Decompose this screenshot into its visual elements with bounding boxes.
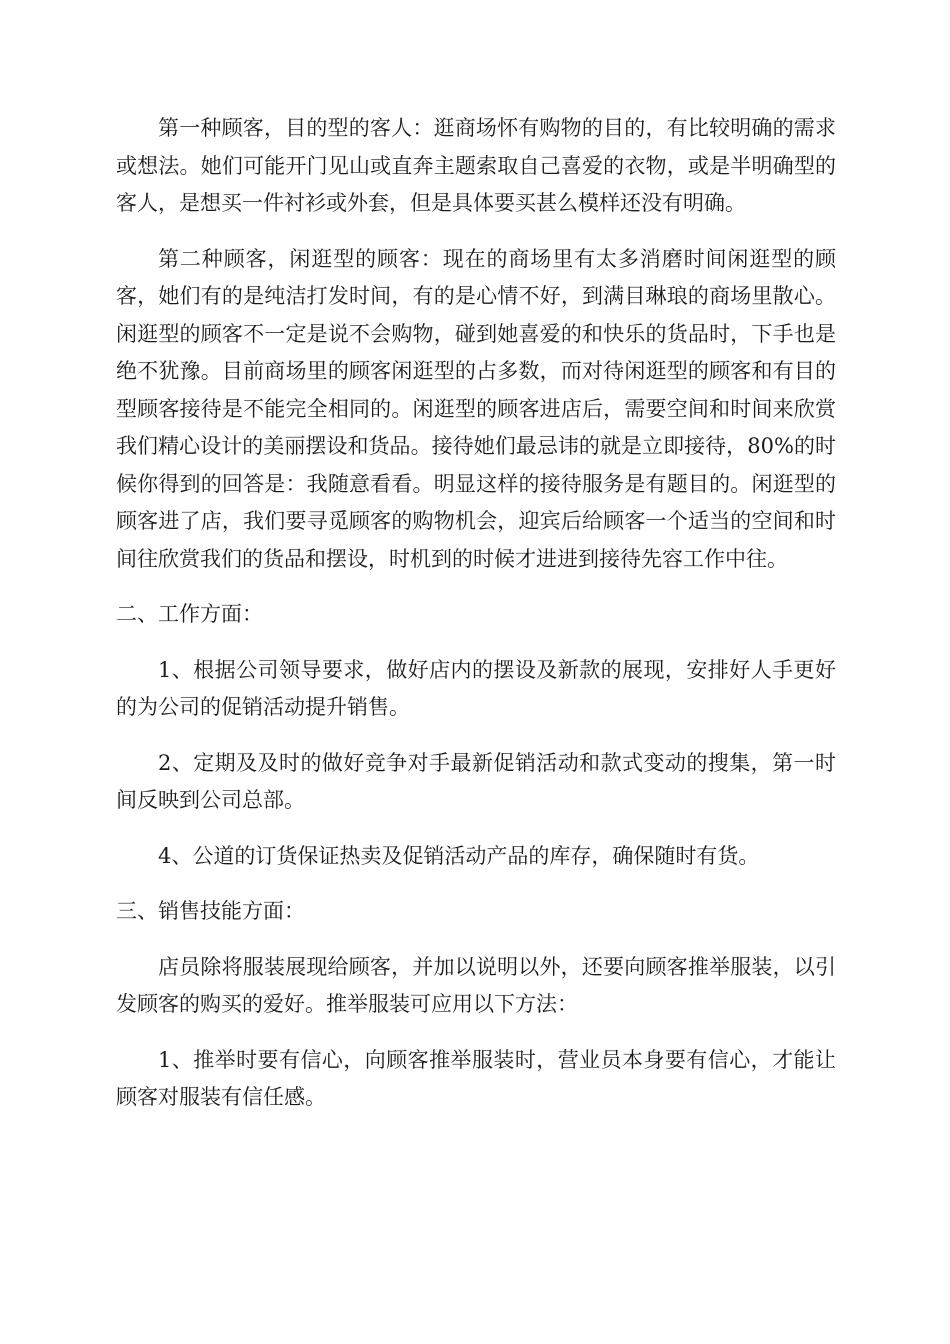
paragraph-browsing-customer: 第二种顾客，闲逛型的顾客：现在的商场里有太多消磨时间闲逛型的顾客，她们有的是纯洁打发时间，有的是心情不好，到满目琳琅的商场里散心。闲逛型的顾客不一定是说不会购物，碰到她喜爱的和快乐的货品时，下手也是绝不犹豫。目前商场里的顾客闲逛型的占多数，而对待闲逛型的顾客和有目的型顾客接待是不能完全相同的。闲逛型的顾客进店后，需要空间和时间来欣赏我们精心设计的美丽摆设和货品。接待她们最忌讳的就是立即接待，80%的时候你得到的回答是：我随意看看。明显这样的接待服务是有题目的。闲逛型的顾客进了店，我们要寻觅顾客的购物机会，迎宾后给顾客一个适当的空间和时间往欣赏我们的货品和摆设，时机到的时候才进进到接待先容工作中往。 [116,246,836,571]
paragraph-sales-intro: 店员除将服装展现给顾客，并加以说明以外，还要向顾客推举服装，以引发顾客的购买的爱好。推举服装可应用以下方法： [116,954,836,1016]
section-heading-work: 二、工作方面： [116,602,263,626]
paragraph-target-customer: 第一种顾客，目的型的客人：逛商场怀有购物的目的，有比较明确的需求或想法。她们可能开门见山或直奔主题索取自己喜爱的衣物，或是半明确型的客人，是想买一件衬衫或外套，但是具体要买甚么模样还没有明确。 [116,116,836,215]
paragraph-sales-item-1: 1、推举时要有信心，向顾客推举服装时，营业员本身要有信心，才能让顾客对服装有信任感。 [116,1047,836,1109]
paragraph-work-item-4: 4、公道的订货保证热卖及促销活动产品的库存，确保随时有货。 [158,843,760,868]
paragraph-work-item-2: 2、定期及及时的做好竞争对手最新促销活动和款式变动的搜集，第一时间反映到公司总部。 [116,750,836,812]
section-heading-sales-skills: 三、销售技能方面： [116,899,305,923]
document-page [116,110,836,1135]
paragraph-work-item-1: 1、根据公司领导要求，做好店内的摆设及新款的展现，安排好人手更好的为公司的促销活动提升销售。 [116,657,836,719]
